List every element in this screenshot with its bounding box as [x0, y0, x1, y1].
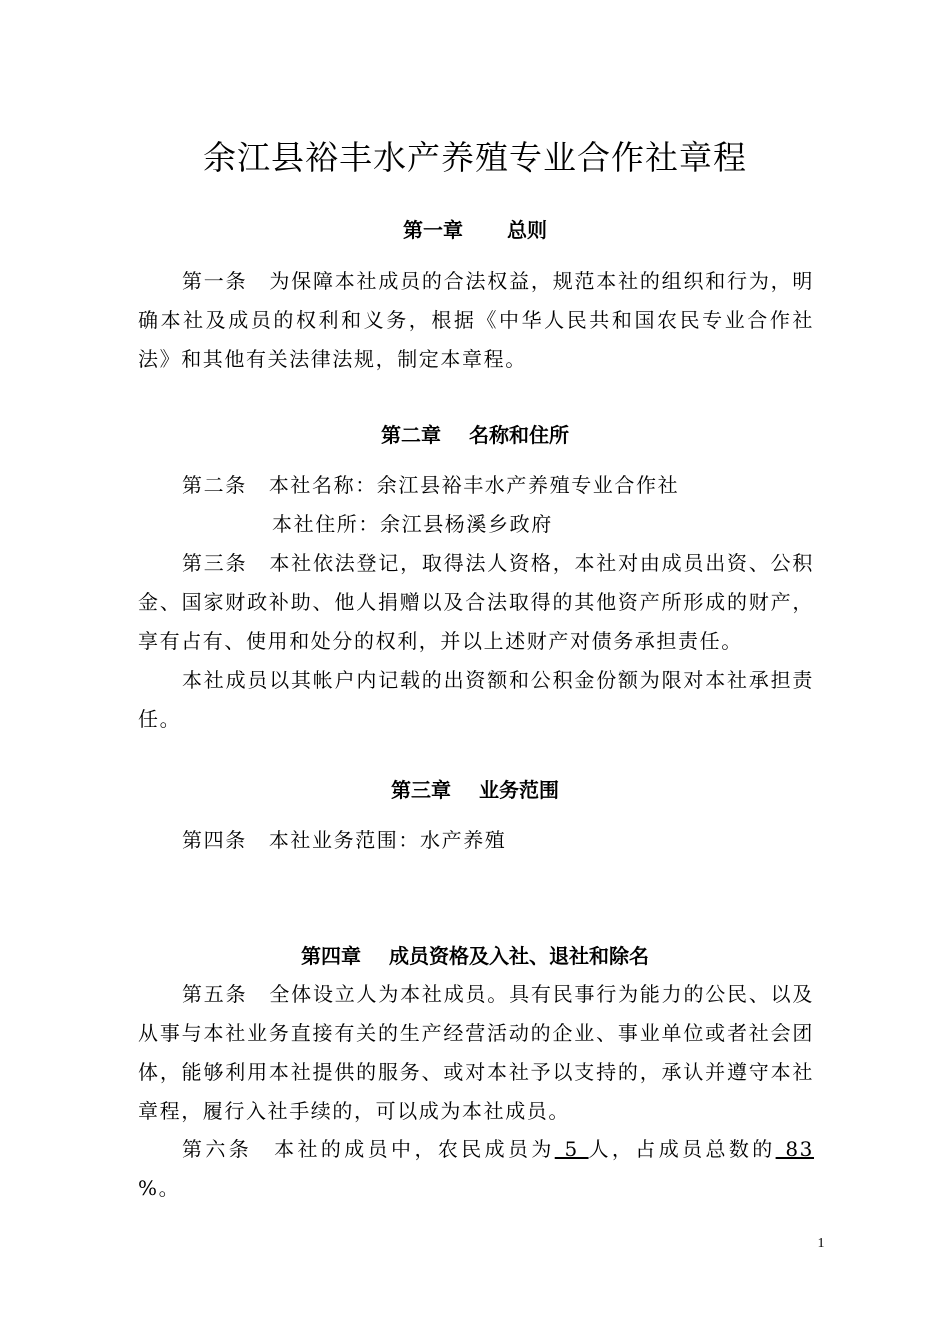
article-2-label: 第二条 — [182, 473, 247, 497]
article-3-label: 第三条 — [182, 551, 248, 575]
article-4 — [138, 821, 814, 860]
chapter-1-heading — [0, 215, 950, 245]
article-6-text-post: %。 — [138, 1176, 181, 1200]
chapter-2-name: 名称和住所 — [469, 423, 569, 447]
chapter-1-name: 总则 — [507, 218, 547, 242]
article-2 — [138, 466, 814, 505]
chapter-3-number: 第三章 — [391, 778, 451, 802]
article-6-text-pre: 本社的成员中，农民成员为 — [274, 1137, 555, 1161]
article-4-label: 第四条 — [182, 828, 247, 852]
article-6 — [138, 1130, 814, 1208]
chapter-4-heading — [0, 941, 950, 971]
article-3 — [138, 544, 814, 661]
article-4-text: 本社业务范围：水产养殖 — [268, 828, 507, 852]
article-1-label: 第一条 — [182, 269, 248, 293]
chapter-2-number: 第二章 — [381, 423, 441, 447]
chapter-3-name: 业务范围 — [479, 778, 559, 802]
article-1-text: 为保障本社成员的合法权益，规范本社的组织和行为，明确本社及成员的权利和义务，根据《中华人民共和国农民专业合作社法》和其他有关法律法规，制定本章程。 — [138, 269, 815, 371]
chapter-4-name: 成员资格及入社、退社和除名 — [389, 944, 649, 968]
article-3-text: 本社依法登记，取得法人资格，本社对由成员出资、公积金、国家财政补助、他人捐赠以及合法取得的其他资产所形成的财产，享有占有、使用和处分的权利，并以上述财产对债务承担责任。 — [138, 551, 815, 653]
chapter-3-heading — [0, 775, 950, 805]
article-6-label: 第六条 — [182, 1137, 253, 1161]
farmer-percent-field: 83 — [775, 1137, 814, 1161]
chapter-2-heading — [0, 420, 950, 450]
article-1 — [138, 262, 814, 379]
page-number: 1 — [817, 1236, 825, 1251]
article-2-address-line: 本社住所：余江县杨溪乡政府 — [272, 512, 553, 536]
article-3-text2: 本社成员以其帐户内记载的出资额和公积金份额为限对本社承担责任。 — [138, 668, 814, 731]
document-title: 余江县裕丰水产养殖专业合作社章程 — [203, 138, 747, 177]
article-3-paragraph-2 — [138, 661, 814, 739]
article-5-text: 全体设立人为本社成员。具有民事行为能力的公民、以及从事与本社业务直接有关的生产经营活动的企业、事业单位或者社会团体，能够利用本社提供的服务、或对本社予以支持的，承认并遵守本社章程，履行入社手续的，可以成为本社成员。 — [138, 982, 815, 1123]
article-5-label: 第五条 — [182, 982, 248, 1006]
article-2-name-line: 本社名称：余江县裕丰水产养殖专业合作社 — [268, 473, 680, 497]
farmer-count-field: 5 — [554, 1137, 589, 1161]
article-5 — [138, 975, 814, 1131]
chapter-4-number: 第四章 — [301, 944, 361, 968]
article-2-address — [272, 505, 812, 544]
article-6-text-mid: 人，占成员总数的 — [588, 1137, 776, 1161]
chapter-1-number: 第一章 — [403, 218, 463, 242]
